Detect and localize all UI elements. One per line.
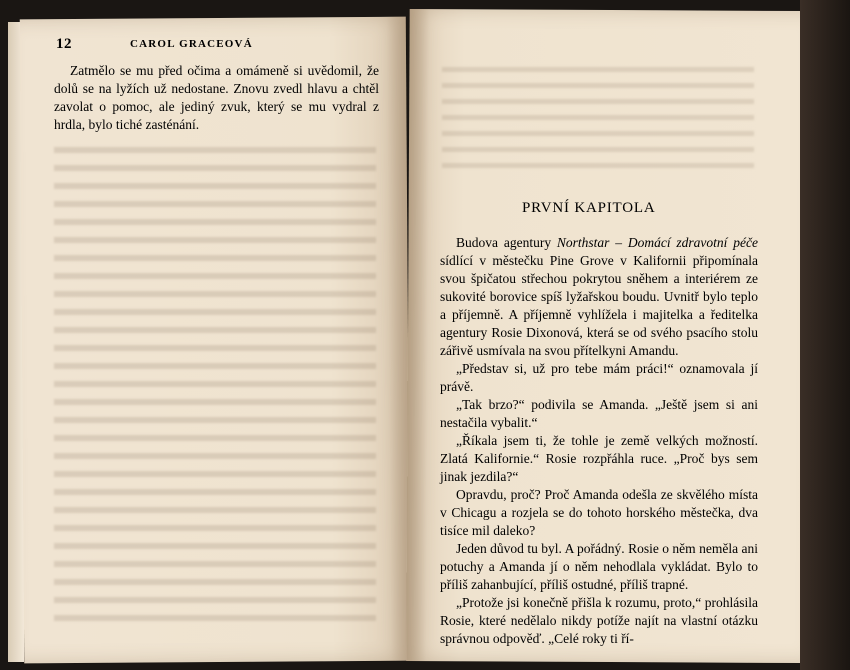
paragraph-rest: sídlící v městečku Pine Grove v Kalifornii připomínala svou špičatou střechou pokrytou sněhem a interiérem ze sukovité borovice spíš lyžařskou boudu. Uvnitř bylo teplo a příjemně. A příjemně vyhlížela i majitelka a ředitelka agentury Rosie Dixonová, která se od svého psacího stolu zářivě usmívala na svou přítelkyni Amandu. <box>440 253 758 358</box>
right-page-text <box>440 234 758 648</box>
paragraph: Jeden důvod tu byl. A pořádný. Rosie o něm neměla ani potuchy a Amanda jí o něm nehodlala vykládat. Bylo to příliš zahanbující, příliš ostudné, příliš trapné. <box>440 541 758 592</box>
running-head-author: CAROL GRACEOVÁ <box>130 38 253 50</box>
paragraph: Zatmělo se mu před očima a omámeně si uvědomil, že dolů se na lyžích už nedostane. Znovu zvedl hlavu a chtěl zavolat o pomoc, ale jediný zvuk, který se mu vydral z hrdla, bylo tiché zasténání. <box>54 63 379 132</box>
left-page-header <box>56 36 376 58</box>
page-number: 12 <box>56 36 72 52</box>
paragraph: „Představ si, už pro tebe mám práci!“ oznamovala jí právě. <box>440 361 758 394</box>
paragraph: „Říkala jsem ti, že tohle je země velkých možností. Zlatá Kalifornie.“ Rosie rozpřáhla ruce. „Proč bys sem jinak jezdila?“ <box>440 433 758 484</box>
chapter-title: PRVNÍ KAPITOLA <box>522 200 656 216</box>
left-page-text <box>54 62 379 134</box>
show-through-text <box>442 62 754 172</box>
paragraph <box>440 234 758 360</box>
paragraph: „Protože jsi konečně přišla k rozumu, proto,“ prohlásila Rosie, které nedělalo nikdy potíže najít na vlastní otázku správnou odpověď. „Celé roky ti ří- <box>440 595 758 646</box>
paragraph: „Tak brzo?“ podivila se Amanda. „Ještě jsem si ani nestačila vybalit.“ <box>440 397 758 430</box>
paragraph-lead: Budova agentury <box>456 235 557 250</box>
scan-background-edge <box>800 0 850 670</box>
agency-name: Northstar – Domácí zdravotní péče <box>556 235 758 250</box>
show-through-text <box>54 142 376 622</box>
paragraph: Opravdu, proč? Proč Amanda odešla ze skvělého místa v Chicagu a rozjela se do tohoto horského městečka, dva tisíce mil daleko? <box>440 487 758 538</box>
